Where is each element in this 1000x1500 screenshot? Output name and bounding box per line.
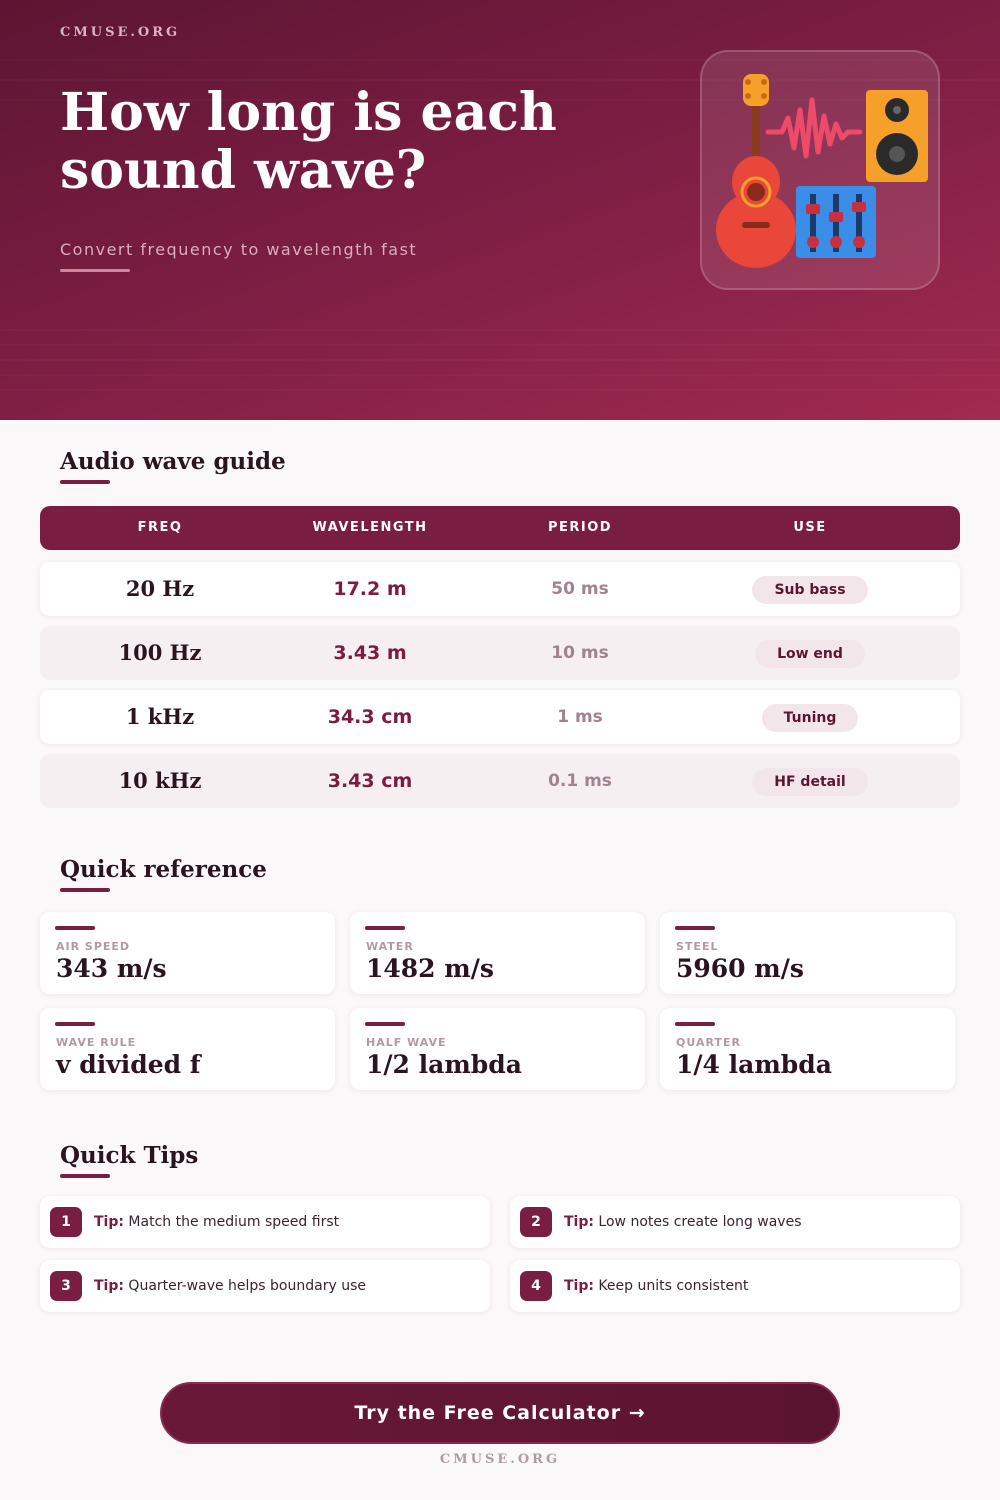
subtitle-underline — [60, 269, 130, 272]
ukulele-icon — [716, 74, 796, 268]
card-value: 5960 m/s — [676, 954, 804, 983]
cell-freq: 20 Hz — [125, 576, 195, 601]
tip-text: Match the medium speed first — [128, 1214, 340, 1230]
tip-prefix: Tip: — [94, 1278, 124, 1294]
header-wavelength: WAVELENGTH — [312, 520, 428, 535]
reference-card — [350, 1008, 645, 1090]
card-accent — [675, 926, 715, 930]
card-value: 343 m/s — [56, 954, 167, 983]
reference-card — [660, 912, 955, 994]
tip-number-badge: 2 — [520, 1207, 552, 1237]
card-accent — [675, 1022, 715, 1026]
reference-card — [350, 912, 645, 994]
card-value: 1/4 lambda — [676, 1050, 832, 1079]
cell-period: 0.1 ms — [548, 771, 612, 791]
reference-card — [40, 912, 335, 994]
table-section-underline — [60, 480, 110, 484]
card-accent — [365, 1022, 405, 1026]
card-value: 1482 m/s — [366, 954, 494, 983]
table-row — [40, 754, 960, 808]
tip-text: Quarter-wave helps boundary use — [128, 1278, 366, 1294]
card-accent — [55, 926, 95, 930]
card-accent — [55, 1022, 95, 1026]
tip-item — [510, 1196, 960, 1248]
card-label: WAVE RULE — [56, 1036, 137, 1049]
reference-section-title: Quick reference — [60, 856, 267, 883]
tip-item — [510, 1260, 960, 1312]
cell-period: 1 ms — [557, 707, 603, 727]
tip-number-badge: 3 — [50, 1271, 82, 1301]
card-label: QUARTER — [676, 1036, 741, 1049]
tip-text: Keep units consistent — [598, 1278, 749, 1294]
page-subtitle: Convert frequency to wavelength fast — [60, 240, 418, 259]
reference-card — [660, 1008, 955, 1090]
tip-item — [40, 1260, 490, 1312]
use-badge: Tuning — [762, 704, 859, 732]
tip-prefix: Tip: — [564, 1278, 594, 1294]
use-badge: HF detail — [752, 768, 867, 796]
cell-wavelength: 3.43 m — [333, 642, 407, 664]
tips-section-underline — [60, 1174, 110, 1178]
card-value: v divided f — [56, 1050, 201, 1079]
mixer-icon — [796, 186, 876, 258]
tip-item — [40, 1196, 490, 1248]
tip-number-badge: 1 — [50, 1207, 82, 1237]
table-row — [40, 562, 960, 616]
tips-section-title: Quick Tips — [60, 1142, 199, 1169]
cell-wavelength: 34.3 cm — [327, 706, 413, 728]
tip-prefix: Tip: — [94, 1214, 124, 1230]
tip-number-badge: 4 — [520, 1271, 552, 1301]
header-period: PERIOD — [547, 520, 613, 535]
table-header — [40, 506, 960, 550]
use-badge: Low end — [755, 640, 865, 668]
use-badge: Sub bass — [752, 576, 867, 604]
brand-logo-bottom: CMUSE.ORG — [439, 1452, 561, 1467]
speaker-icon — [866, 90, 928, 182]
card-value: 1/2 lambda — [366, 1050, 522, 1079]
page-title: How long is each sound wave? — [60, 82, 557, 201]
tip-prefix: Tip: — [564, 1214, 594, 1230]
table-row — [40, 690, 960, 744]
header-use: USE — [793, 520, 827, 535]
card-label: WATER — [366, 940, 414, 953]
hero-banner — [0, 0, 1000, 420]
cell-period: 10 ms — [551, 643, 609, 663]
cell-period: 50 ms — [551, 579, 609, 599]
hero-illustration — [700, 50, 940, 290]
cell-freq: 100 Hz — [118, 640, 202, 665]
free-calculator-button[interactable]: Try the Free Calculator → — [160, 1382, 840, 1444]
card-accent — [365, 926, 405, 930]
header-freq: FREQ — [137, 520, 183, 535]
cell-freq: 10 kHz — [118, 768, 202, 793]
card-label: HALF WAVE — [366, 1036, 447, 1049]
card-label: AIR SPEED — [56, 940, 131, 953]
card-label: STEEL — [676, 940, 719, 953]
reference-card — [40, 1008, 335, 1090]
cell-wavelength: 3.43 cm — [327, 770, 413, 792]
sound-wave-icon — [768, 100, 860, 156]
reference-section-underline — [60, 888, 110, 892]
table-section-title: Audio wave guide — [60, 448, 286, 475]
table-row — [40, 626, 960, 680]
tip-text: Low notes create long waves — [598, 1214, 802, 1230]
cell-wavelength: 17.2 m — [333, 578, 407, 600]
cell-freq: 1 kHz — [125, 704, 195, 729]
brand-logo-top: CMUSE.ORG — [60, 25, 181, 40]
